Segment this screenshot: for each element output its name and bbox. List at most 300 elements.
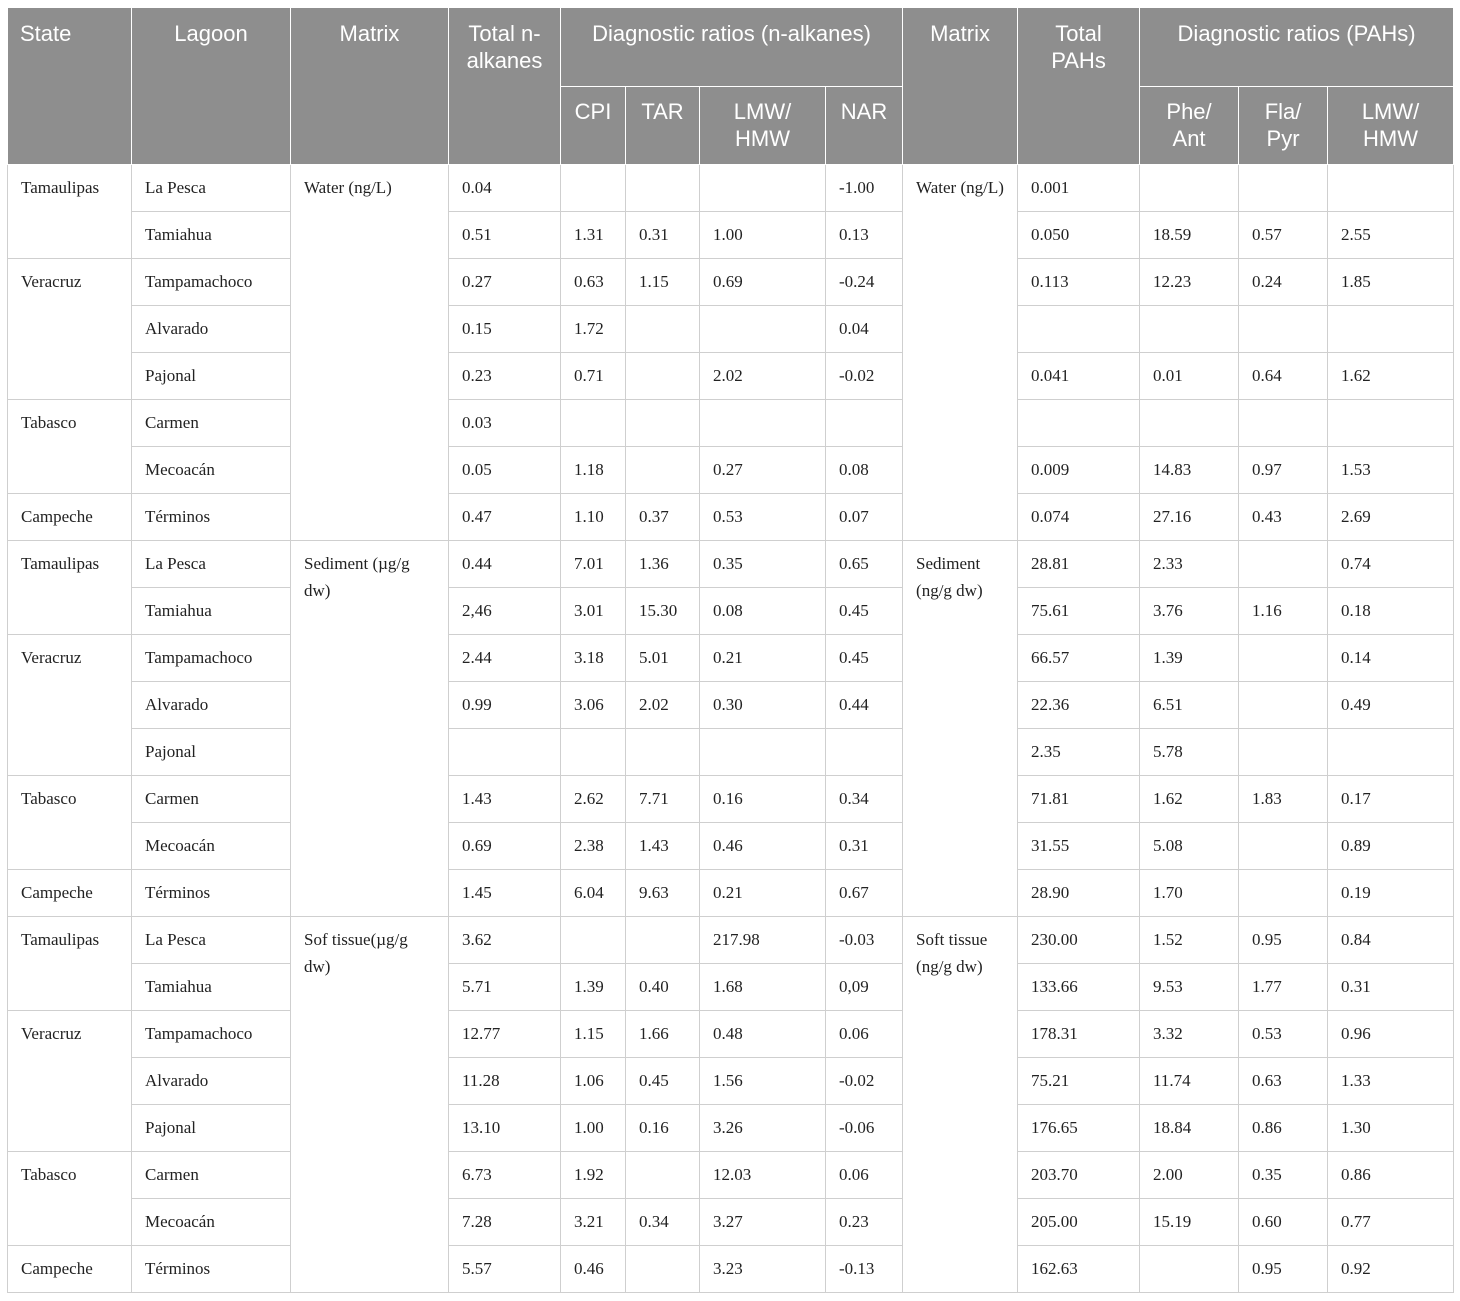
nar-cell: -0.06 <box>826 1105 903 1152</box>
table-row <box>8 353 1454 400</box>
phe-ant-cell: 6.51 <box>1140 682 1239 729</box>
cpi-cell: 0.71 <box>561 353 626 400</box>
nar-cell <box>826 400 903 447</box>
total-pahs-cell: 0.001 <box>1018 165 1140 212</box>
matrix-pahs-cell: Soft tissue (ng/g dw) <box>903 917 1018 1293</box>
tar-cell <box>626 400 700 447</box>
total-pahs-cell: 0.113 <box>1018 259 1140 306</box>
table-row <box>8 729 1454 776</box>
nar-cell: -1.00 <box>826 165 903 212</box>
fla-pyr-cell: 0.60 <box>1239 1199 1328 1246</box>
cpi-cell <box>561 400 626 447</box>
lagoon-cell: Alvarado <box>132 1058 291 1105</box>
tar-cell: 9.63 <box>626 870 700 917</box>
total-pahs-cell: 203.70 <box>1018 1152 1140 1199</box>
lagoon-cell: Términos <box>132 1246 291 1293</box>
lmw-hmw-pahs-cell: 2.55 <box>1328 212 1454 259</box>
lagoon-cell: Pajonal <box>132 353 291 400</box>
total-alkanes-cell: 0.51 <box>449 212 561 259</box>
total-alkanes-cell: 0.05 <box>449 447 561 494</box>
total-pahs-cell: 66.57 <box>1018 635 1140 682</box>
fla-pyr-cell: 0.97 <box>1239 447 1328 494</box>
state-cell: Veracruz <box>8 259 132 400</box>
fla-pyr-cell <box>1239 682 1328 729</box>
cpi-cell: 2.38 <box>561 823 626 870</box>
table-row <box>8 1105 1454 1152</box>
lmw-hmw-alkanes-cell: 0.46 <box>700 823 826 870</box>
tar-cell: 0.31 <box>626 212 700 259</box>
lagoon-cell: Tamiahua <box>132 588 291 635</box>
lmw-hmw-pahs-cell: 1.53 <box>1328 447 1454 494</box>
phe-ant-cell: 0.01 <box>1140 353 1239 400</box>
lmw-hmw-alkanes-cell: 3.27 <box>700 1199 826 1246</box>
matrix-pahs-cell: Sediment (ng/g dw) <box>903 541 1018 917</box>
lmw-hmw-pahs-cell <box>1328 165 1454 212</box>
total-alkanes-cell: 5.71 <box>449 964 561 1011</box>
lmw-hmw-pahs-cell: 0.92 <box>1328 1246 1454 1293</box>
phe-ant-cell: 1.70 <box>1140 870 1239 917</box>
tar-cell <box>626 306 700 353</box>
lmw-hmw-pahs-cell: 0.74 <box>1328 541 1454 588</box>
cpi-cell <box>561 165 626 212</box>
fla-pyr-cell: 0.43 <box>1239 494 1328 541</box>
lmw-hmw-pahs-cell: 0.77 <box>1328 1199 1454 1246</box>
cpi-cell: 6.04 <box>561 870 626 917</box>
nar-cell: 0.06 <box>826 1152 903 1199</box>
tar-cell <box>626 353 700 400</box>
lmw-hmw-alkanes-cell: 0.08 <box>700 588 826 635</box>
header-lagoon: Lagoon <box>132 8 291 165</box>
fla-pyr-cell: 0.64 <box>1239 353 1328 400</box>
nar-cell: -0.13 <box>826 1246 903 1293</box>
total-alkanes-cell: 0.44 <box>449 541 561 588</box>
lmw-hmw-alkanes-cell: 0.21 <box>700 635 826 682</box>
table-row <box>8 964 1454 1011</box>
lagoon-cell: Términos <box>132 870 291 917</box>
state-cell: Veracruz <box>8 635 132 776</box>
lmw-hmw-alkanes-cell: 0.35 <box>700 541 826 588</box>
tar-cell <box>626 165 700 212</box>
lmw-hmw-alkanes-cell: 2.02 <box>700 353 826 400</box>
nar-cell: 0.31 <box>826 823 903 870</box>
tar-cell: 15.30 <box>626 588 700 635</box>
cpi-cell: 1.92 <box>561 1152 626 1199</box>
total-alkanes-cell: 3.62 <box>449 917 561 964</box>
total-pahs-cell <box>1018 400 1140 447</box>
nar-cell: 0.04 <box>826 306 903 353</box>
fla-pyr-cell: 0.35 <box>1239 1152 1328 1199</box>
total-alkanes-cell: 1.45 <box>449 870 561 917</box>
fla-pyr-cell: 1.16 <box>1239 588 1328 635</box>
lagoon-cell: Tampamachoco <box>132 259 291 306</box>
table-body <box>8 165 1454 1293</box>
lmw-hmw-pahs-cell: 1.33 <box>1328 1058 1454 1105</box>
header-lmw-hmw-pahs: LMW/ HMW <box>1328 87 1454 165</box>
total-alkanes-cell: 0.99 <box>449 682 561 729</box>
nar-cell: -0.03 <box>826 917 903 964</box>
total-pahs-cell: 230.00 <box>1018 917 1140 964</box>
table-row <box>8 1152 1454 1199</box>
cpi-cell: 1.15 <box>561 1011 626 1058</box>
fla-pyr-cell <box>1239 729 1328 776</box>
tar-cell: 1.36 <box>626 541 700 588</box>
lmw-hmw-pahs-cell <box>1328 306 1454 353</box>
lagoon-cell: Mecoacán <box>132 823 291 870</box>
lagoon-cell: La Pesca <box>132 165 291 212</box>
total-alkanes-cell: 0.27 <box>449 259 561 306</box>
tar-cell: 7.71 <box>626 776 700 823</box>
total-pahs-cell: 28.81 <box>1018 541 1140 588</box>
lmw-hmw-pahs-cell: 0.96 <box>1328 1011 1454 1058</box>
lagoon-cell: Alvarado <box>132 306 291 353</box>
total-alkanes-cell: 11.28 <box>449 1058 561 1105</box>
lmw-hmw-pahs-cell: 2.69 <box>1328 494 1454 541</box>
total-alkanes-cell: 7.28 <box>449 1199 561 1246</box>
data-table <box>7 7 1454 1293</box>
lagoon-cell: Carmen <box>132 400 291 447</box>
total-pahs-cell: 205.00 <box>1018 1199 1140 1246</box>
cpi-cell: 3.18 <box>561 635 626 682</box>
lmw-hmw-alkanes-cell <box>700 165 826 212</box>
cpi-cell: 0.63 <box>561 259 626 306</box>
fla-pyr-cell: 0.95 <box>1239 917 1328 964</box>
lmw-hmw-pahs-cell: 0.19 <box>1328 870 1454 917</box>
total-alkanes-cell: 0.69 <box>449 823 561 870</box>
table-row <box>8 212 1454 259</box>
fla-pyr-cell <box>1239 541 1328 588</box>
total-pahs-cell: 28.90 <box>1018 870 1140 917</box>
nar-cell: 0.45 <box>826 635 903 682</box>
nar-cell: -0.02 <box>826 1058 903 1105</box>
lmw-hmw-alkanes-cell: 0.53 <box>700 494 826 541</box>
phe-ant-cell: 27.16 <box>1140 494 1239 541</box>
matrix-pahs-cell: Water (ng/L) <box>903 165 1018 541</box>
total-alkanes-cell: 0.15 <box>449 306 561 353</box>
nar-cell: 0.65 <box>826 541 903 588</box>
phe-ant-cell: 14.83 <box>1140 447 1239 494</box>
fla-pyr-cell <box>1239 306 1328 353</box>
phe-ant-cell: 18.59 <box>1140 212 1239 259</box>
phe-ant-cell: 9.53 <box>1140 964 1239 1011</box>
nar-cell: -0.02 <box>826 353 903 400</box>
lmw-hmw-pahs-cell: 0.17 <box>1328 776 1454 823</box>
header-matrix-pahs: Matrix <box>903 8 1018 165</box>
lmw-hmw-alkanes-cell <box>700 400 826 447</box>
total-alkanes-cell: 6.73 <box>449 1152 561 1199</box>
cpi-cell <box>561 729 626 776</box>
matrix-alkanes-cell: Sediment (µg/g dw) <box>291 541 449 917</box>
total-pahs-cell: 75.61 <box>1018 588 1140 635</box>
phe-ant-cell: 18.84 <box>1140 1105 1239 1152</box>
header-total-alkanes: Total n-alkanes <box>449 8 561 165</box>
table-row <box>8 306 1454 353</box>
tar-cell: 0.45 <box>626 1058 700 1105</box>
lagoon-cell: Pajonal <box>132 729 291 776</box>
nar-cell: 0.08 <box>826 447 903 494</box>
total-alkanes-cell: 1.43 <box>449 776 561 823</box>
table-row <box>8 1246 1454 1293</box>
table-row <box>8 635 1454 682</box>
total-pahs-cell: 2.35 <box>1018 729 1140 776</box>
lagoon-cell: Mecoacán <box>132 447 291 494</box>
header-state: State <box>8 8 132 165</box>
lagoon-cell: Pajonal <box>132 1105 291 1152</box>
total-alkanes-cell: 0.03 <box>449 400 561 447</box>
table-row <box>8 870 1454 917</box>
lmw-hmw-alkanes-cell: 1.68 <box>700 964 826 1011</box>
lagoon-cell: Tamiahua <box>132 964 291 1011</box>
nar-cell: 0.34 <box>826 776 903 823</box>
phe-ant-cell: 2.00 <box>1140 1152 1239 1199</box>
cpi-cell: 0.46 <box>561 1246 626 1293</box>
cpi-cell: 3.01 <box>561 588 626 635</box>
table-header <box>8 8 1454 165</box>
total-pahs-cell: 22.36 <box>1018 682 1140 729</box>
lmw-hmw-pahs-cell: 0.86 <box>1328 1152 1454 1199</box>
phe-ant-cell: 1.52 <box>1140 917 1239 964</box>
fla-pyr-cell: 0.53 <box>1239 1011 1328 1058</box>
fla-pyr-cell <box>1239 870 1328 917</box>
nar-cell <box>826 729 903 776</box>
lmw-hmw-alkanes-cell: 1.56 <box>700 1058 826 1105</box>
table-row <box>8 776 1454 823</box>
tar-cell <box>626 1152 700 1199</box>
cpi-cell: 3.06 <box>561 682 626 729</box>
cpi-cell: 2.62 <box>561 776 626 823</box>
phe-ant-cell: 5.78 <box>1140 729 1239 776</box>
total-alkanes-cell: 2,46 <box>449 588 561 635</box>
fla-pyr-cell <box>1239 635 1328 682</box>
table-row <box>8 541 1454 588</box>
phe-ant-cell <box>1140 306 1239 353</box>
phe-ant-cell: 15.19 <box>1140 1199 1239 1246</box>
phe-ant-cell: 11.74 <box>1140 1058 1239 1105</box>
lagoon-cell: Tampamachoco <box>132 635 291 682</box>
header-matrix-alkanes: Matrix <box>291 8 449 165</box>
lagoon-cell: Carmen <box>132 1152 291 1199</box>
fla-pyr-cell <box>1239 165 1328 212</box>
table-row <box>8 588 1454 635</box>
cpi-cell: 1.06 <box>561 1058 626 1105</box>
total-pahs-cell: 0.009 <box>1018 447 1140 494</box>
lagoon-cell: Tamiahua <box>132 212 291 259</box>
lmw-hmw-pahs-cell: 1.30 <box>1328 1105 1454 1152</box>
header-tar: TAR <box>626 87 700 165</box>
state-cell: Campeche <box>8 1246 132 1293</box>
total-alkanes-cell: 0.04 <box>449 165 561 212</box>
total-pahs-cell: 178.31 <box>1018 1011 1140 1058</box>
tar-cell: 1.66 <box>626 1011 700 1058</box>
tar-cell: 1.43 <box>626 823 700 870</box>
fla-pyr-cell: 0.24 <box>1239 259 1328 306</box>
lmw-hmw-alkanes-cell: 0.21 <box>700 870 826 917</box>
phe-ant-cell: 3.76 <box>1140 588 1239 635</box>
total-alkanes-cell: 13.10 <box>449 1105 561 1152</box>
tar-cell: 0.37 <box>626 494 700 541</box>
cpi-cell <box>561 917 626 964</box>
nar-cell: 0.45 <box>826 588 903 635</box>
header-nar: NAR <box>826 87 903 165</box>
total-pahs-cell <box>1018 306 1140 353</box>
fla-pyr-cell: 0.63 <box>1239 1058 1328 1105</box>
lmw-hmw-alkanes-cell: 0.30 <box>700 682 826 729</box>
phe-ant-cell <box>1140 400 1239 447</box>
lmw-hmw-alkanes-cell <box>700 729 826 776</box>
lmw-hmw-pahs-cell: 1.62 <box>1328 353 1454 400</box>
nar-cell: 0.13 <box>826 212 903 259</box>
nar-cell: -0.24 <box>826 259 903 306</box>
total-alkanes-cell: 12.77 <box>449 1011 561 1058</box>
cpi-cell: 3.21 <box>561 1199 626 1246</box>
state-cell: Tamaulipas <box>8 165 132 259</box>
matrix-alkanes-cell: Sof tissue(µg/g dw) <box>291 917 449 1293</box>
fla-pyr-cell <box>1239 823 1328 870</box>
table-row <box>8 494 1454 541</box>
header-total-pahs: Total PAHs <box>1018 8 1140 165</box>
tar-cell <box>626 729 700 776</box>
total-alkanes-cell <box>449 729 561 776</box>
phe-ant-cell: 1.62 <box>1140 776 1239 823</box>
lmw-hmw-alkanes-cell <box>700 306 826 353</box>
total-pahs-cell: 31.55 <box>1018 823 1140 870</box>
total-pahs-cell: 0.041 <box>1018 353 1140 400</box>
fla-pyr-cell: 0.95 <box>1239 1246 1328 1293</box>
table-row <box>8 259 1454 306</box>
tar-cell <box>626 447 700 494</box>
state-cell: Tabasco <box>8 1152 132 1246</box>
lmw-hmw-alkanes-cell: 1.00 <box>700 212 826 259</box>
nar-cell: 0.07 <box>826 494 903 541</box>
lagoon-cell: La Pesca <box>132 541 291 588</box>
table-row <box>8 1199 1454 1246</box>
lmw-hmw-pahs-cell: 0.14 <box>1328 635 1454 682</box>
total-pahs-cell: 176.65 <box>1018 1105 1140 1152</box>
state-cell: Tamaulipas <box>8 541 132 635</box>
lagoon-cell: Términos <box>132 494 291 541</box>
lmw-hmw-pahs-cell: 1.85 <box>1328 259 1454 306</box>
cpi-cell: 1.00 <box>561 1105 626 1152</box>
nar-cell: 0.67 <box>826 870 903 917</box>
state-cell: Campeche <box>8 494 132 541</box>
tar-cell <box>626 917 700 964</box>
matrix-alkanes-cell: Water (ng/L) <box>291 165 449 541</box>
header-cpi: CPI <box>561 87 626 165</box>
lmw-hmw-pahs-cell: 0.31 <box>1328 964 1454 1011</box>
lmw-hmw-alkanes-cell: 0.16 <box>700 776 826 823</box>
state-cell: Campeche <box>8 870 132 917</box>
table-row <box>8 682 1454 729</box>
lmw-hmw-pahs-cell: 0.18 <box>1328 588 1454 635</box>
cpi-cell: 7.01 <box>561 541 626 588</box>
fla-pyr-cell <box>1239 400 1328 447</box>
nar-cell: 0.06 <box>826 1011 903 1058</box>
tar-cell: 1.15 <box>626 259 700 306</box>
tar-cell: 0.40 <box>626 964 700 1011</box>
lmw-hmw-alkanes-cell: 0.48 <box>700 1011 826 1058</box>
nar-cell: 0.44 <box>826 682 903 729</box>
fla-pyr-cell: 0.86 <box>1239 1105 1328 1152</box>
lmw-hmw-pahs-cell: 0.84 <box>1328 917 1454 964</box>
header-phe-ant: Phe/ Ant <box>1140 87 1239 165</box>
table-row <box>8 447 1454 494</box>
lmw-hmw-alkanes-cell: 0.69 <box>700 259 826 306</box>
lmw-hmw-alkanes-cell: 217.98 <box>700 917 826 964</box>
total-pahs-cell: 0.050 <box>1018 212 1140 259</box>
fla-pyr-cell: 1.77 <box>1239 964 1328 1011</box>
total-alkanes-cell: 5.57 <box>449 1246 561 1293</box>
lmw-hmw-pahs-cell <box>1328 729 1454 776</box>
tar-cell: 5.01 <box>626 635 700 682</box>
total-alkanes-cell: 0.47 <box>449 494 561 541</box>
cpi-cell: 1.72 <box>561 306 626 353</box>
total-pahs-cell: 75.21 <box>1018 1058 1140 1105</box>
lagoon-cell: Carmen <box>132 776 291 823</box>
tar-cell: 0.34 <box>626 1199 700 1246</box>
cpi-cell: 1.31 <box>561 212 626 259</box>
state-cell: Tamaulipas <box>8 917 132 1011</box>
table-row <box>8 400 1454 447</box>
total-pahs-cell: 71.81 <box>1018 776 1140 823</box>
header-diagnostic-pahs: Diagnostic ratios (PAHs) <box>1140 8 1454 87</box>
lmw-hmw-alkanes-cell: 3.23 <box>700 1246 826 1293</box>
header-fla-pyr: Fla/ Pyr <box>1239 87 1328 165</box>
header-lmw-hmw-alkanes: LMW/ HMW <box>700 87 826 165</box>
nar-cell: 0.23 <box>826 1199 903 1246</box>
lmw-hmw-pahs-cell: 0.89 <box>1328 823 1454 870</box>
lmw-hmw-alkanes-cell: 0.27 <box>700 447 826 494</box>
lmw-hmw-pahs-cell <box>1328 400 1454 447</box>
table-row <box>8 1058 1454 1105</box>
lmw-hmw-pahs-cell: 0.49 <box>1328 682 1454 729</box>
table-row <box>8 165 1454 212</box>
total-pahs-cell: 162.63 <box>1018 1246 1140 1293</box>
state-cell: Tabasco <box>8 776 132 870</box>
phe-ant-cell: 1.39 <box>1140 635 1239 682</box>
state-cell: Veracruz <box>8 1011 132 1152</box>
total-pahs-cell: 0.074 <box>1018 494 1140 541</box>
lagoon-cell: Mecoacán <box>132 1199 291 1246</box>
cpi-cell: 1.18 <box>561 447 626 494</box>
nar-cell: 0,09 <box>826 964 903 1011</box>
table-row <box>8 917 1454 964</box>
phe-ant-cell: 12.23 <box>1140 259 1239 306</box>
phe-ant-cell: 5.08 <box>1140 823 1239 870</box>
cpi-cell: 1.10 <box>561 494 626 541</box>
header-diagnostic-alkanes: Diagnostic ratios (n-alkanes) <box>561 8 903 87</box>
phe-ant-cell: 2.33 <box>1140 541 1239 588</box>
table-row <box>8 1011 1454 1058</box>
phe-ant-cell: 3.32 <box>1140 1011 1239 1058</box>
table-row <box>8 823 1454 870</box>
lmw-hmw-alkanes-cell: 12.03 <box>700 1152 826 1199</box>
phe-ant-cell <box>1140 1246 1239 1293</box>
total-pahs-cell: 133.66 <box>1018 964 1140 1011</box>
tar-cell <box>626 1246 700 1293</box>
phe-ant-cell <box>1140 165 1239 212</box>
fla-pyr-cell: 1.83 <box>1239 776 1328 823</box>
lmw-hmw-alkanes-cell: 3.26 <box>700 1105 826 1152</box>
fla-pyr-cell: 0.57 <box>1239 212 1328 259</box>
lagoon-cell: Alvarado <box>132 682 291 729</box>
tar-cell: 0.16 <box>626 1105 700 1152</box>
total-alkanes-cell: 0.23 <box>449 353 561 400</box>
cpi-cell: 1.39 <box>561 964 626 1011</box>
lagoon-cell: Tampamachoco <box>132 1011 291 1058</box>
total-alkanes-cell: 2.44 <box>449 635 561 682</box>
state-cell: Tabasco <box>8 400 132 494</box>
lagoon-cell: La Pesca <box>132 917 291 964</box>
tar-cell: 2.02 <box>626 682 700 729</box>
